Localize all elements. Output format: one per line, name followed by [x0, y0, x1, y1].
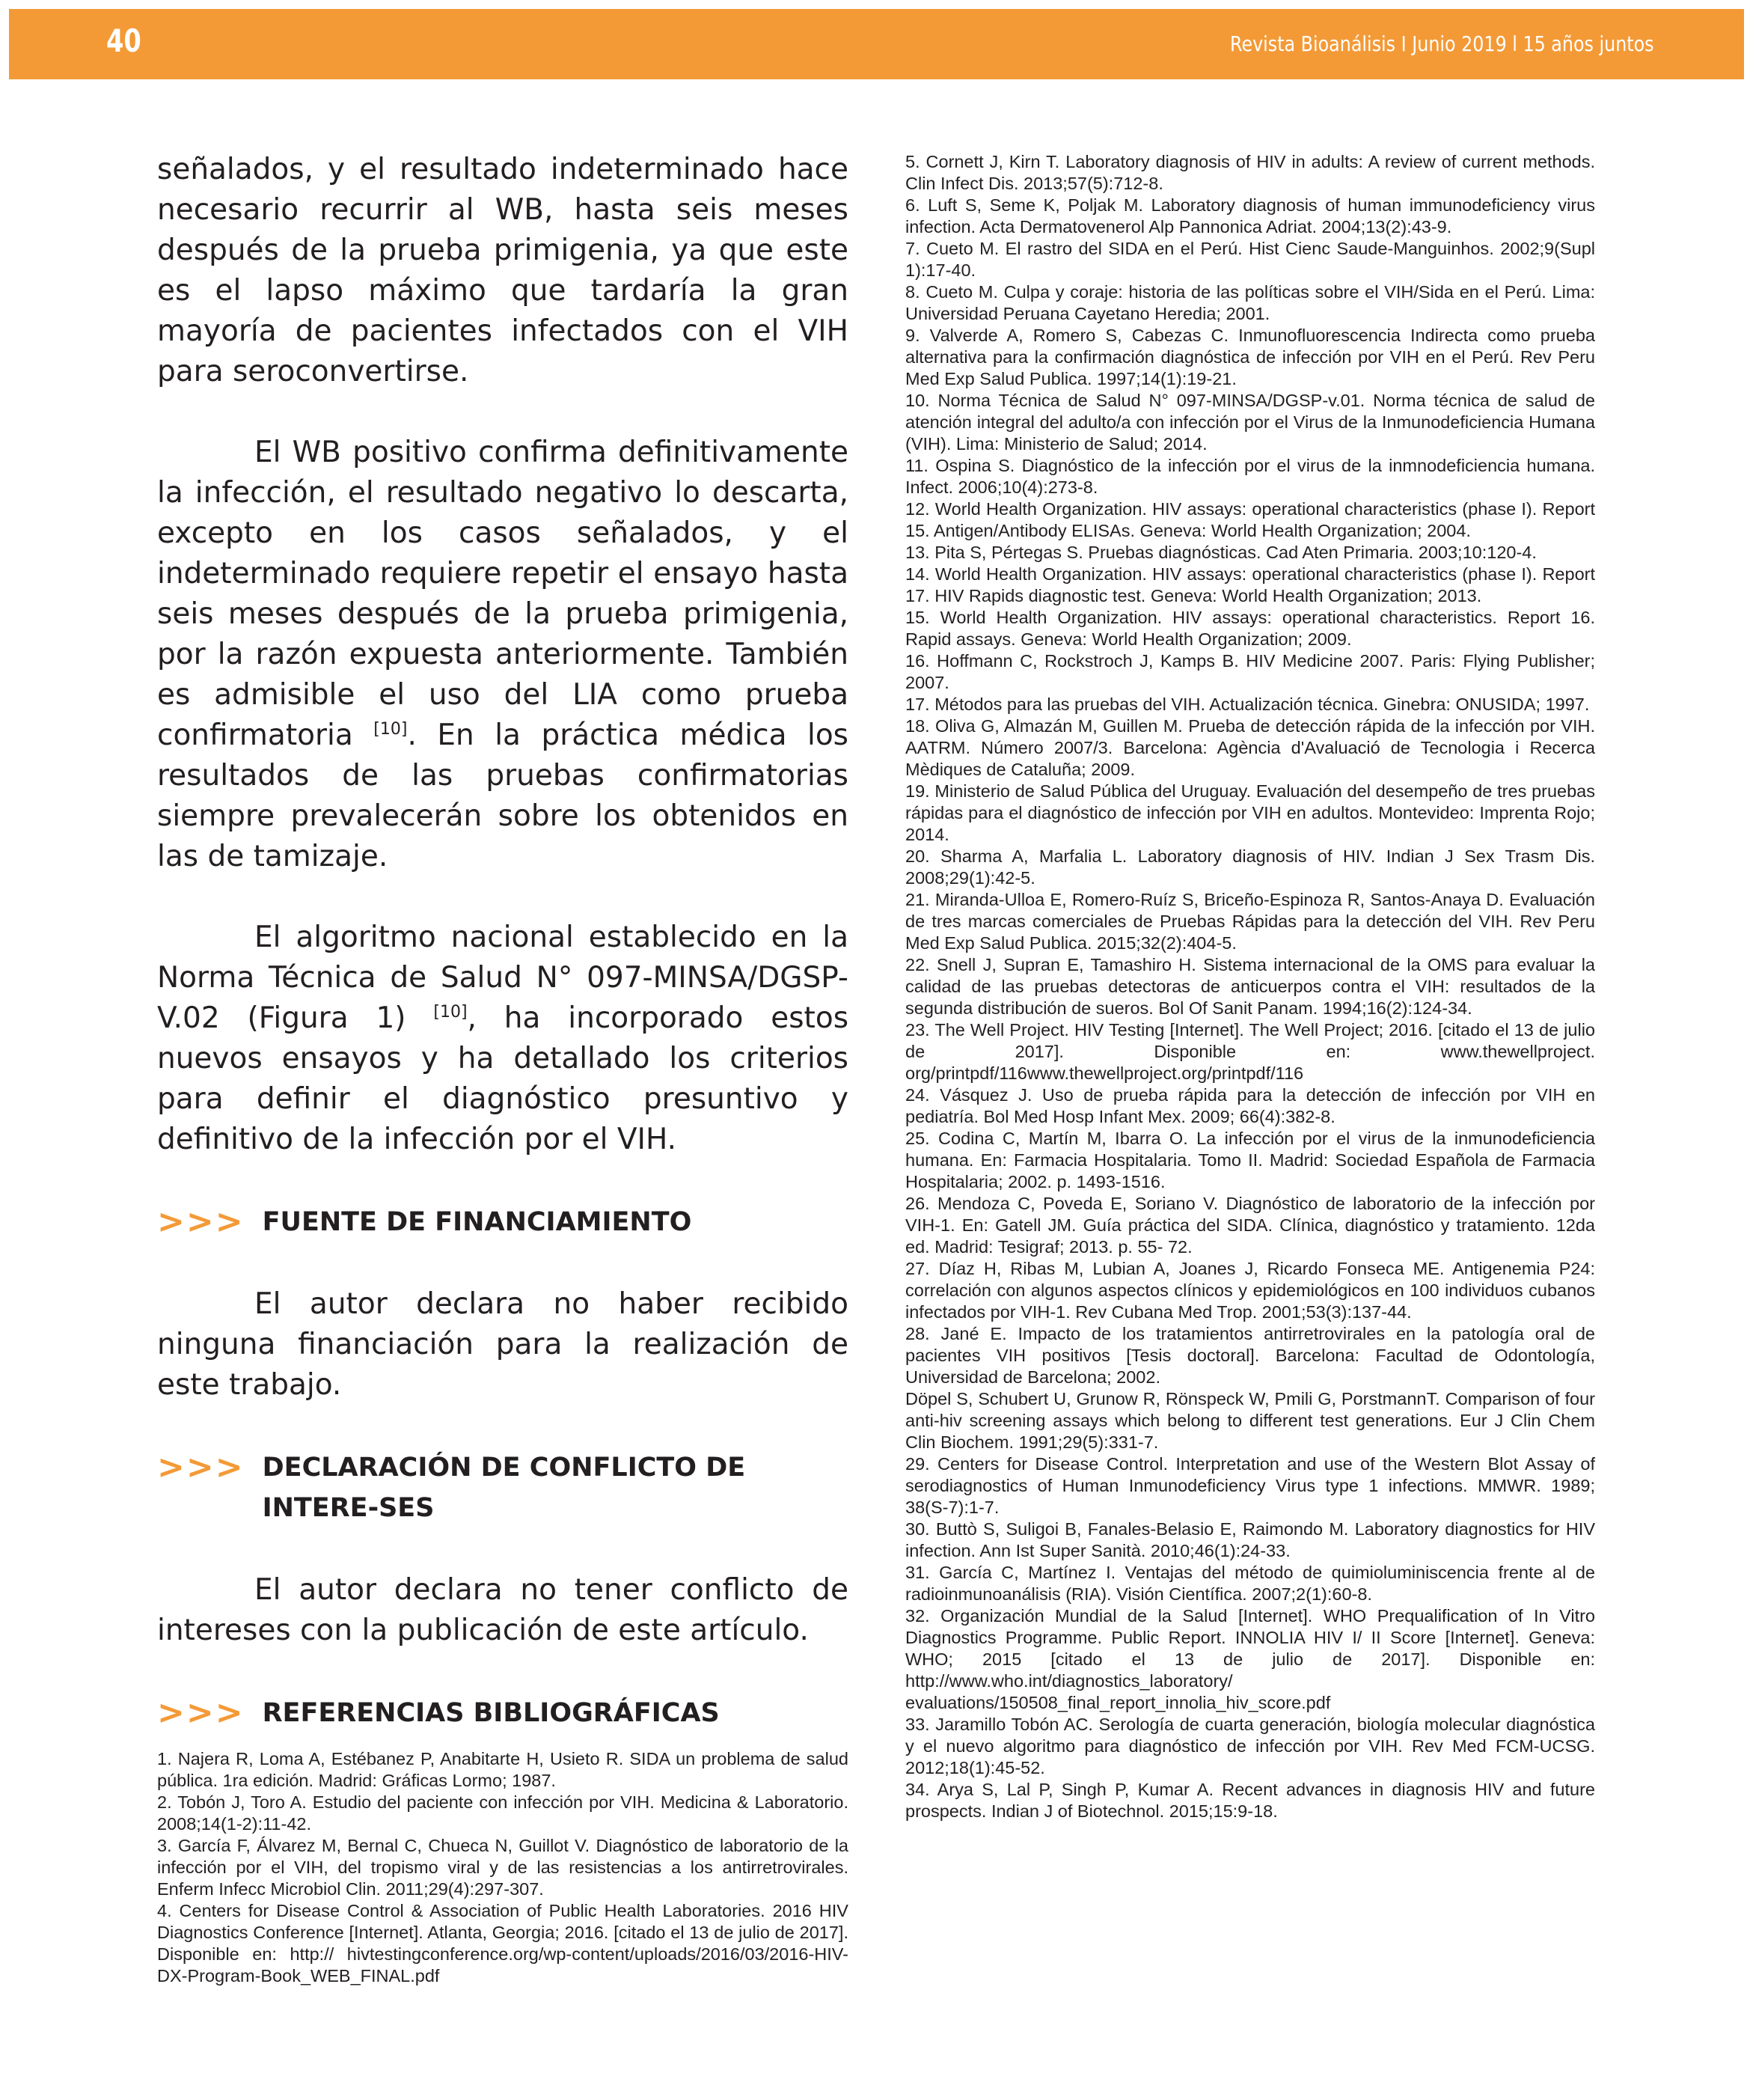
section-title: DECLARACIÓN DE CONFLICTO DE INTERE-SES — [262, 1453, 746, 1523]
section-title: FUENTE DE FINANCIAMIENTO — [262, 1207, 692, 1237]
reference-item: 28. Jané E. Impacto de los tratamientos antirretrovirales en la patología oral de pacientes VIH positivos [Tesis doctoral]. Barcelona: Facultad de Odontología, Universidad de Barcelona; 2002. — [905, 1324, 1595, 1387]
reference-item: 27. Díaz H, Ribas M, Lubian A, Joanes J, Ricardo Fonseca ME. Antigenemia P24: correlación con algunos aspectos clínicos y epidemiológicos en 100 individuos cubanos infectados por VIH-1. Rev Cubana Med Trop. 2001;53(3):137-44. — [905, 1259, 1595, 1322]
citation-marker: [10] — [433, 1003, 468, 1022]
page-number: 40 — [106, 22, 141, 59]
reference-item: 20. Sharma A, Marfalia L. Laboratory diagnosis of HIV. Indian J Sex Trasm Dis. 2008;29(1):42-5. — [905, 846, 1595, 888]
reference-item: 12. World Health Organization. HIV assays: operational characteristics (phase I). Report 15. Antigen/Antibody ELISAs. Geneva: World Health Organization; 2004. — [905, 499, 1595, 540]
right-column — [905, 151, 1595, 1822]
body-paragraph — [157, 918, 848, 1160]
reference-item: 10. Norma Técnica de Salud N° 097-MINSA/DGSP-v.01. Norma técnica de salud de atención integral del adulto/a con infección por el Virus de la Inmunodeficiencia Humana (VIH). Lima: Ministerio de Salud; 2014. — [905, 391, 1595, 454]
reference-item: 5. Cornett J, Kirn T. Laboratory diagnosis of HIV in adults: A review of current methods. Clin Infect Dis. 2013;57(5):712-8. — [905, 152, 1595, 193]
reference-item: 11. Ospina S. Diagnóstico de la infección por el virus de la inmnodeficiencia humana. Infect. 2006;10(4):273-8. — [905, 456, 1595, 497]
reference-item: 22. Snell J, Supran E, Tamashiro H. Sistema internacional de la OMS para evaluar la calidad de las pruebas detectoras de anticuerpos contra el VIH: resultados de la segunda distribución de sueros. Bol Of Sanit Panam. 1994;16(2):124-34. — [905, 955, 1595, 1018]
reference-item: 25. Codina C, Martín M, Ibarra O. La infección por el virus de la inmunodeficiencia humana. En: Farmacia Hospitalaria. Tomo II. Madrid: Sociedad Española de Farmacia Hospitalaria; 2002. p. 1493-1516. — [905, 1129, 1595, 1191]
reference-item: Döpel S, Schubert U, Grunow R, Rönspeck W, Pmili G, PorstmannT. Comparison of four anti-hiv screening assays which belong to different test generations. Eur J Clin Chem Clin Biochem. 1991;29(5):331-7. — [905, 1389, 1595, 1452]
reference-item: 15. World Health Organization. HIV assays: operational characteristics. Report 16. Rapid assays. Geneva: World Health Organization; 2009. — [905, 608, 1595, 649]
running-head: Revista Bioanálisis I Junio 2019 l 15 años juntos — [1230, 31, 1654, 56]
reference-item: 26. Mendoza C, Poveda E, Soriano V. Diagnóstico de laboratorio de la infección por VIH-1. En: Gatell JM. Guía práctica del SIDA. Clínica, diagnóstico y tratamiento. 12da ed. Madrid: Tesigraf; 2013. p. 55- 72. — [905, 1194, 1595, 1257]
page-header-bar — [9, 9, 1744, 79]
paragraph-text: . En la práctica médica los resultados de las pruebas confirmatorias siempre prevalecerán sobre los obtenidos en las de tamizaje. — [157, 718, 848, 873]
reference-item: 17. Métodos para las pruebas del VIH. Actualización técnica. Ginebra: ONUSIDA; 1997. — [905, 695, 1590, 714]
reference-item: 24. Vásquez J. Uso de prueba rápida para la detección de infección por VIH en pediatría. Bol Med Hosp Infant Mex. 2009; 66(4):382-8. — [905, 1085, 1595, 1126]
body-paragraph: señalados, y el resultado indeterminado hace necesario recurrir al WB, hasta seis meses después de la prueba primigenia, ya que este es el lapso máximo que tardaría la gran mayoría de pacientes infectados con el VIH para seroconvertirse. — [157, 153, 848, 388]
reference-list-left — [157, 1748, 848, 1987]
reference-item: 1. Najera R, Loma A, Estébanez P, Anabitarte H, Usieto R. SIDA un problema de salud pública. 1ra edición. Madrid: Gráficas Lormo; 1987. — [157, 1749, 848, 1790]
reference-item: 16. Hoffmann C, Rockstroch J, Kamps B. HIV Medicine 2007. Paris: Flying Publisher; 2007. — [905, 651, 1595, 692]
reference-item: 19. Ministerio de Salud Pública del Uruguay. Evaluación del desempeño de tres pruebas rápidas para el diagnóstico de infección por VIH en adultos. Montevideo: Imprenta Rojo; 2014. — [905, 781, 1595, 844]
reference-item: 34. Arya S, Lal P, Singh P, Kumar A. Recent advances in diagnosis HIV and future prospects. Indian J of Biotechnol. 2015;15:9-18. — [905, 1780, 1595, 1821]
section-arrows-icon: >>> — [157, 1694, 245, 1732]
reference-item: 4. Centers for Disease Control & Association of Public Health Laboratories. 2016 HIV Diagnostics Conference [Internet]. Atlanta, Georgia; 2016. [citado el 13 de julio de 2017]. Disponible en: http:// hivtestingconference.org/wp-content/uploads/2016/03/2016-HIV- DX-Program-Book_WEB_FINAL.pdf — [157, 1901, 848, 1985]
reference-item: 13. Pita S, Pértegas S. Pruebas diagnósticas. Cad Aten Primaria. 2003;10:120-4. — [905, 543, 1537, 562]
reference-item: 32. Organización Mundial de la Salud [Internet]. WHO Prequalification of In Vitro Diagnostics Programme. Public Report. INNOLIA HIV I/ II Score [Internet]. Geneva: WHO; 2015 [citado el 13 de julio de 2017]. Disponible en: http://www.who.int/diagnostics_laboratory/ evaluations/150508_final_report_innolia_hiv_score.pdf — [905, 1606, 1595, 1712]
section-heading-conflict — [157, 1447, 848, 1528]
citation-marker: [10] — [373, 720, 408, 739]
paragraph-text: El algoritmo nacional establecido en la Norma Técnica de Salud N° 097-MINSA/DGSP-V.02 (Figura 1) — [157, 921, 848, 1035]
left-column — [157, 150, 848, 1987]
reference-item: 33. Jaramillo Tobón AC. Serología de cuarta generación, biología molecular diagnóstica y el nuevo algoritmo para diagnóstico de infección por VIH. Rev Med FCM-UCSG. 2012;18(1):45-52. — [905, 1715, 1595, 1777]
conflict-statement: El autor declara no tener conflicto de intereses con la publicación de este artículo. — [157, 1573, 848, 1647]
section-arrows-icon: >>> — [157, 1448, 245, 1486]
reference-item: 21. Miranda-Ulloa E, Romero-Ruíz S, Briceño-Espinoza R, Santos-Anaya D. Evaluación de tres marcas comerciales de Pruebas Rápidas para la detección del VIH. Rev Peru Med Exp Salud Publica. 2015;32(2):404-5. — [905, 890, 1595, 953]
paragraph-text: El WB positivo confirma definitivamente la infección, el resultado negativo lo descarta, excepto en los casos señalados, y el indeterminado requiere repetir el ensayo hasta seis meses después de la prueba primigenia, por la razón expuesta anteriormente. También es admisible el uso del LIA como prueba confirmatoria — [157, 436, 848, 752]
reference-item: 31. García C, Martínez I. Ventajas del método de quimioluminiscencia frente al de radioinmunoanálisis (RIA). Visión Científica. 2007;2(1):60-8. — [905, 1563, 1595, 1604]
reference-item: 30. Buttò S, Suligoi B, Fanales-Belasio E, Raimondo M. Laboratory diagnostics for HIV infection. Ann Ist Super Sanità. 2010;46(1):24-33. — [905, 1519, 1595, 1560]
reference-item: 9. Valverde A, Romero S, Cabezas C. Inmunofluorescencia Indirecta como prueba alternativa para la confirmación diagnóstica de infección por VIH en el Perú. Rev Peru Med Exp Salud Publica. 1997;14(1):19-21. — [905, 326, 1595, 388]
reference-list-right — [905, 151, 1595, 1822]
body-paragraph — [157, 433, 848, 877]
reference-item: 7. Cueto M. El rastro del SIDA en el Perú. Hist Cienc Saude-Manguinhos. 2002;9(Supl 1):17-40. — [905, 239, 1595, 280]
reference-item: 18. Oliva G, Almazán M, Guillen M. Prueba de detección rápida de la infección por VIH. AATRM. Número 2007/3. Barcelona: Agència d'Avaluació de Tecnologia i Recerca Mèdiques de Cataluña; 2009. — [905, 716, 1595, 779]
section-arrows-icon: >>> — [157, 1203, 245, 1241]
reference-item: 2. Tobón J, Toro A. Estudio del paciente con infección por VIH. Medicina & Laboratorio. 2008;14(1-2):11-42. — [157, 1792, 848, 1834]
section-title: REFERENCIAS BIBLIOGRÁFICAS — [262, 1698, 720, 1728]
section-heading-references — [157, 1693, 848, 1733]
reference-item: 3. García F, Álvarez M, Bernal C, Chueca N, Guillot V. Diagnóstico de laboratorio de la infección por el VIH, del tropismo viral y de las resistencias a los antirretrovirales. Enferm Infecc Microbiol Clin. 2011;29(4):297-307. — [157, 1836, 848, 1899]
reference-item: 29. Centers for Disease Control. Interpretation and use of the Western Blot Assay of serodiagnostics of Human Inmunodeficiency Virus type 1 infections. MMWR. 1989; 38(S-7):1-7. — [905, 1454, 1595, 1517]
reference-item: 23. The Well Project. HIV Testing [Internet]. The Well Project; 2016. [citado el 13 de julio de 2017]. Disponible en: www.thewellproject. org/printpdf/116www.thewellproject.org/printpdf/116 — [905, 1020, 1595, 1083]
reference-item: 6. Luft S, Seme K, Poljak M. Laboratory diagnosis of human immunodeficiency virus infection. Acta Dermatovenerol Alp Pannonica Adriat. 2004;13(2):43-9. — [905, 195, 1595, 236]
reference-item: 8. Cueto M. Culpa y coraje: historia de las políticas sobre el VIH/Sida en el Perú. Lima: Universidad Peruana Cayetano Heredia; 2001. — [905, 282, 1595, 323]
section-heading-funding — [157, 1202, 848, 1242]
funding-statement: El autor declara no haber recibido ninguna financiación para la realización de este trabajo. — [157, 1287, 848, 1402]
reference-item: 14. World Health Organization. HIV assays: operational characteristics (phase I). Report 17. HIV Rapids diagnostic test. Geneva: World Health Organization; 2013. — [905, 564, 1595, 605]
paragraph-text: , ha incorporado estos nuevos ensayos y ha detallado los criterios para definir el diagnóstico presuntivo y definitivo de la infección por el VIH. — [157, 1001, 849, 1156]
